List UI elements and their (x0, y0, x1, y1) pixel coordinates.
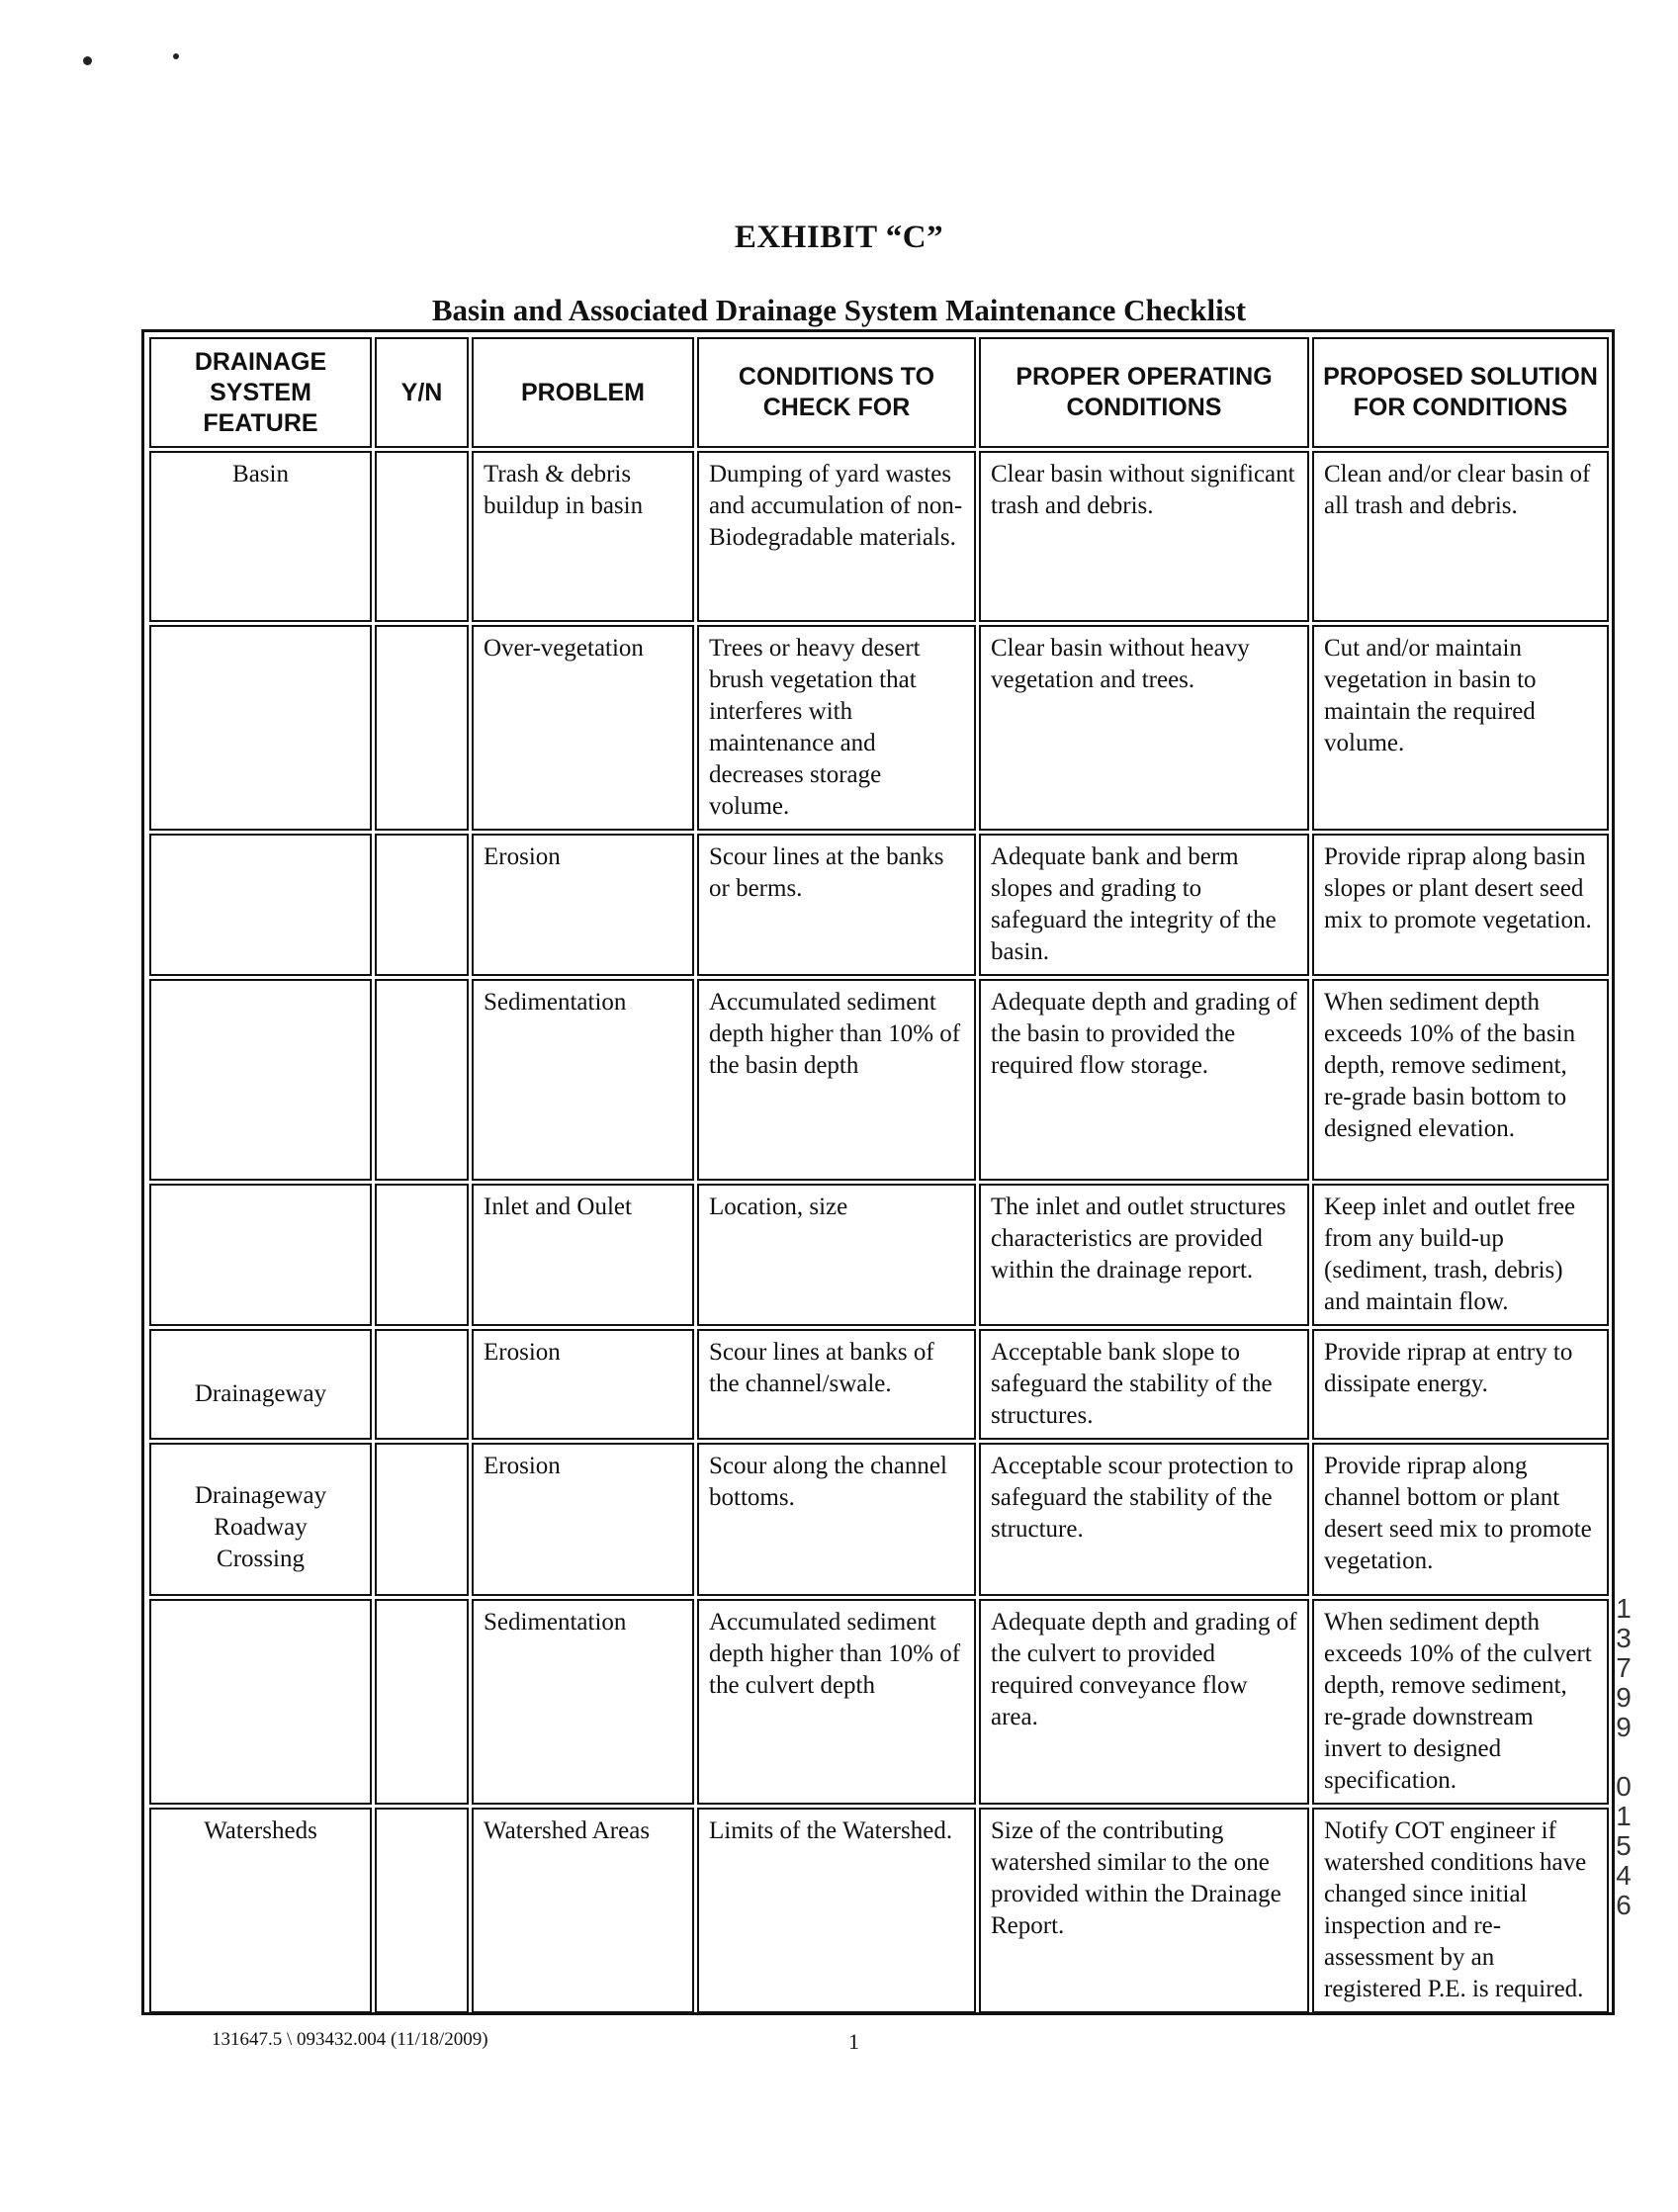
proper-conditions-cell: Adequate depth and grading of the basin to provided the required flow storage. (979, 979, 1309, 1181)
feature-cell (149, 625, 372, 831)
column-header-conditions: CONDITIONS TO CHECK FOR (697, 337, 976, 448)
page-number: 1 (848, 2029, 859, 2054)
table-row (149, 1599, 1609, 1805)
conditions-cell: Scour lines at the banks or berms. (697, 834, 976, 976)
yn-cell[interactable] (375, 834, 469, 976)
conditions-cell: Limits of the Watershed. (697, 1808, 976, 2013)
feature-cell: Drainageway (149, 1329, 372, 1440)
problem-cell: Trash & debris buildup in basin (472, 451, 694, 622)
table-row (149, 1329, 1609, 1440)
solution-cell: Clean and/or clear basin of all trash and debris. (1312, 451, 1609, 622)
solution-cell: Notify COT engineer if watershed conditions have changed since initial inspection and re-assessment by an registered P.E. is required. (1312, 1808, 1609, 2013)
proper-conditions-cell: Clear basin without significant trash and debris. (979, 451, 1309, 622)
scan-speck (173, 53, 179, 59)
problem-cell: Erosion (472, 1443, 694, 1596)
yn-cell[interactable] (375, 1329, 469, 1440)
problem-cell: Erosion (472, 834, 694, 976)
feature-line: Drainageway (194, 1482, 327, 1509)
conditions-cell: Accumulated sediment depth higher than 10% of the culvert depth (697, 1599, 976, 1805)
column-header-feature: DRAINAGE SYSTEM FEATURE (149, 337, 372, 448)
yn-cell[interactable] (375, 1599, 469, 1805)
feature-line: Crossing (217, 1546, 305, 1572)
conditions-cell: Scour along the channel bottoms. (697, 1443, 976, 1596)
margin-digit: 9 (1616, 1712, 1632, 1742)
proper-conditions-cell: Clear basin without heavy vegetation and trees. (979, 625, 1309, 831)
feature-cell (149, 1443, 372, 1596)
proper-conditions-cell: The inlet and outlet structures characteristics are provided within the drainage report. (979, 1184, 1309, 1326)
table-row (149, 1184, 1609, 1326)
feature-cell: Basin (149, 451, 372, 622)
solution-cell: Provide riprap along channel bottom or plant desert seed mix to promote vegetation. (1312, 1443, 1609, 1596)
proper-conditions-cell: Adequate depth and grading of the culvert to provided required conveyance flow area. (979, 1599, 1309, 1805)
table-row (149, 979, 1609, 1181)
column-header-problem: PROBLEM (472, 337, 694, 448)
margin-digit: 7 (1616, 1652, 1632, 1683)
solution-cell: Keep inlet and outlet free from any build-up (sediment, trash, debris) and maintain flow. (1312, 1184, 1609, 1326)
solution-cell: Provide riprap at entry to dissipate energy. (1312, 1329, 1609, 1440)
column-header-solution: PROPOSED SOLUTION FOR CONDITIONS (1312, 337, 1609, 448)
table-row (149, 451, 1609, 622)
table-row (149, 1443, 1609, 1596)
margin-digit: 3 (1616, 1623, 1632, 1653)
yn-cell[interactable] (375, 1808, 469, 2013)
proper-conditions-cell: Acceptable bank slope to safeguard the stability of the structures. (979, 1329, 1309, 1440)
margin-digit (1612, 1742, 1635, 1772)
document-reference: 131647.5 \ 093432.004 (11/18/2009) (212, 2029, 488, 2050)
proper-conditions-cell: Adequate bank and berm slopes and grading to safeguard the integrity of the basin. (979, 834, 1309, 976)
margin-digit: 0 (1616, 1771, 1632, 1802)
yn-cell[interactable] (375, 1443, 469, 1596)
conditions-cell: Location, size (697, 1184, 976, 1326)
solution-cell: When sediment depth exceeds 10% of the culvert depth, remove sediment, re-grade downstream invert to designed specification. (1312, 1599, 1609, 1805)
conditions-cell: Trees or heavy desert brush vegetation that interferes with maintenance and decreases storage volume. (697, 625, 976, 831)
maintenance-checklist-table (146, 334, 1612, 2016)
problem-cell: Erosion (472, 1329, 694, 1440)
yn-cell[interactable] (375, 625, 469, 831)
margin-digit: 9 (1616, 1682, 1632, 1713)
margin-digit: 5 (1616, 1830, 1632, 1861)
margin-digit: 1 (1616, 1801, 1632, 1831)
table-header-row (149, 337, 1609, 448)
column-header-yn: Y/N (375, 337, 469, 448)
solution-cell: Cut and/or maintain vegetation in basin to maintain the required volume. (1312, 625, 1609, 831)
proper-conditions-cell: Acceptable scour protection to safeguard the stability of the structure. (979, 1443, 1309, 1596)
problem-cell: Sedimentation (472, 1599, 694, 1805)
problem-cell: Watershed Areas (472, 1808, 694, 2013)
yn-cell[interactable] (375, 979, 469, 1181)
feature-cell (149, 1184, 372, 1326)
solution-cell: Provide riprap along basin slopes or plant desert seed mix to promote vegetation. (1312, 834, 1609, 976)
checklist-subtitle: Basin and Associated Drainage System Maintenance Checklist (431, 293, 1247, 327)
margin-digit: 6 (1616, 1890, 1632, 1920)
feature-line: Roadway (214, 1514, 308, 1541)
conditions-cell: Scour lines at banks of the channel/swale. (697, 1329, 976, 1440)
problem-cell: Over-vegetation (472, 625, 694, 831)
margin-document-number (1612, 1594, 1635, 1920)
margin-digit: 4 (1616, 1860, 1632, 1891)
table-row (149, 834, 1609, 976)
margin-digit: 1 (1616, 1593, 1632, 1624)
column-header-proper: PROPER OPERATING CONDITIONS (979, 337, 1309, 448)
conditions-cell: Dumping of yard wastes and accumulation of non-Biodegradable materials. (697, 451, 976, 622)
problem-cell: Sedimentation (472, 979, 694, 1181)
proper-conditions-cell: Size of the contributing watershed similar to the one provided within the Drainage Report. (979, 1808, 1309, 2013)
yn-cell[interactable] (375, 1184, 469, 1326)
checklist-table-frame (141, 329, 1615, 2015)
conditions-cell: Accumulated sediment depth higher than 10% of the basin depth (697, 979, 976, 1181)
yn-cell[interactable] (375, 451, 469, 622)
solution-cell: When sediment depth exceeds 10% of the basin depth, remove sediment, re-grade basin bottom to designed elevation. (1312, 979, 1609, 1181)
feature-cell (149, 979, 372, 1181)
exhibit-title: EXHIBIT “C” (734, 220, 944, 255)
feature-cell (149, 834, 372, 976)
feature-cell (149, 1599, 372, 1805)
table-row (149, 1808, 1609, 2013)
scan-speck (83, 56, 92, 65)
table-row (149, 625, 1609, 831)
feature-cell: Watersheds (149, 1808, 372, 2013)
problem-cell: Inlet and Oulet (472, 1184, 694, 1326)
